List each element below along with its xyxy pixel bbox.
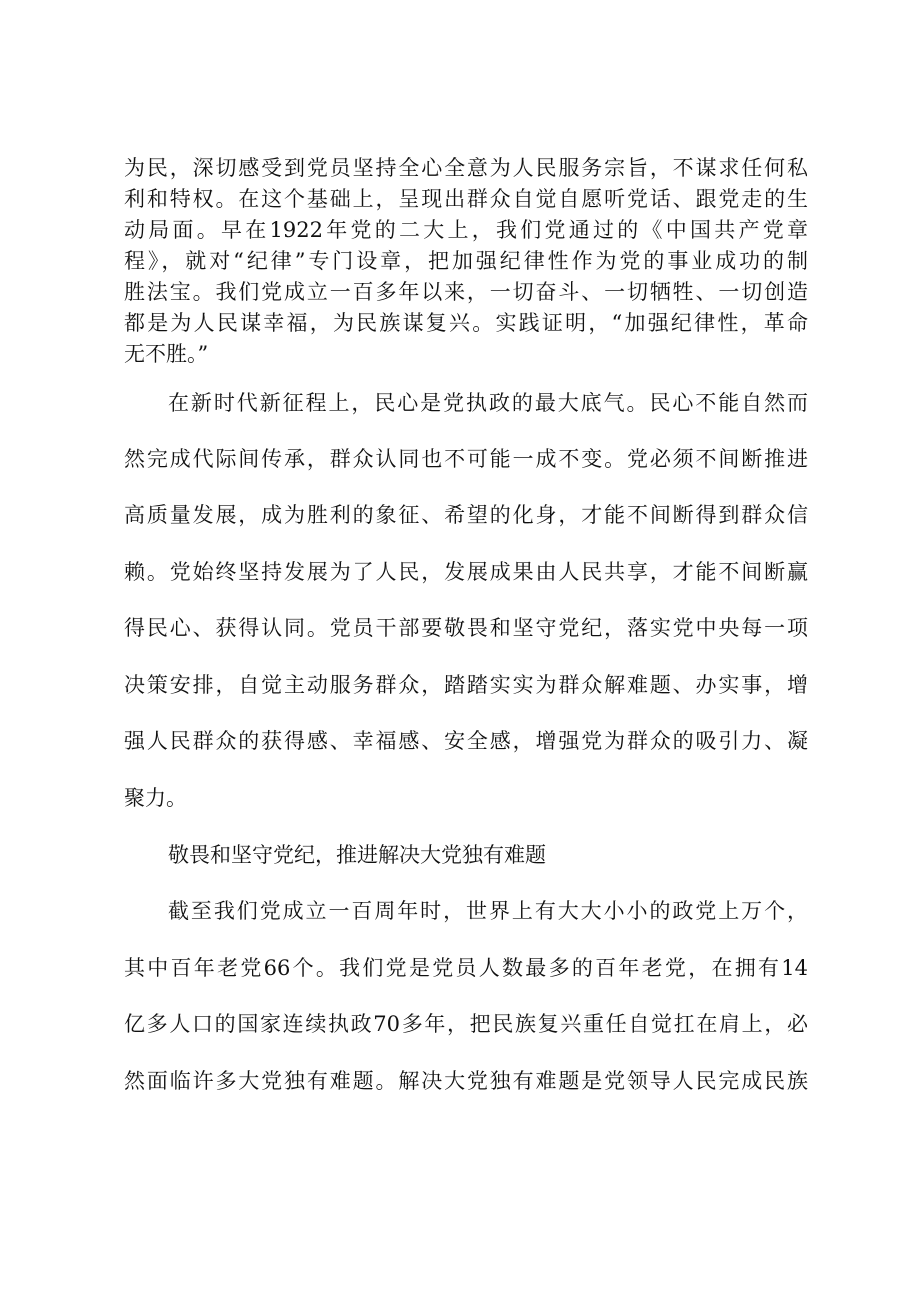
paragraph-2-line-6: 决策安排，自觉主动服务群众，踏踏实实为群众解难题、办实事，增 xyxy=(124,673,808,697)
paragraph-2-line-3: 高质量发展，成为胜利的象征、希望的化身，才能不间断得到群众信 xyxy=(124,503,808,527)
paragraph-2-line-8: 聚力。 xyxy=(124,786,187,810)
section-heading: 敬畏和坚守党纪，推进解决大党独有难题 xyxy=(168,843,546,867)
paragraph-1-line-2: 利和特权。在这个基础上，呈现出群众自觉自愿听党话、跟党走的生 xyxy=(124,187,808,211)
paragraph-2-line-2: 然完成代际间传承，群众认同也不可能一成不变。党必须不间断推进 xyxy=(124,447,808,471)
paragraph-2-line-1: 在新时代新征程上，民心是党执政的最大底气。民心不能自然而 xyxy=(168,391,808,415)
document-page xyxy=(124,0,814,1301)
paragraph-3-line-1: 截至我们党成立一百周年时，世界上有大大小小的政党上万个， xyxy=(168,899,808,923)
paragraph-2-line-5: 得民心、获得认同。党员干部要敬畏和坚守党纪，落实党中央每一项 xyxy=(124,616,808,640)
paragraph-3-line-3: 亿多人口的国家连续执政70多年，把民族复兴重任自觉扛在肩上，必 xyxy=(124,1012,808,1036)
paragraph-3-line-4: 然面临许多大党独有难题。解决大党独有难题是党领导人民完成民族 xyxy=(124,1069,808,1093)
paragraph-1-line-6: 都是为人民谋幸福，为民族谋复兴。实践证明，“加强纪律性，革命 xyxy=(124,311,808,335)
paragraph-1-line-1: 为民，深切感受到党员坚持全心全意为人民服务宗旨，不谋求任何私 xyxy=(124,156,808,180)
paragraph-1-line-4: 程》，就对“纪律”专门设章，把加强纪律性作为党的事业成功的制 xyxy=(124,249,808,273)
paragraph-1-line-7: 无不胜。” xyxy=(124,342,209,366)
paragraph-2-line-7: 强人民群众的获得感、幸福感、安全感，增强党为群众的吸引力、凝 xyxy=(124,729,808,753)
paragraph-1-line-5: 胜法宝。我们党成立一百多年以来，一切奋斗、一切牺牲、一切创造 xyxy=(124,280,808,304)
paragraph-2-line-4: 赖。党始终坚持发展为了人民，发展成果由人民共享，才能不间断赢 xyxy=(124,560,808,584)
paragraph-3-line-2: 其中百年老党66个。我们党是党员人数最多的百年老党，在拥有14 xyxy=(124,956,808,980)
paragraph-1-line-3: 动局面。早在1922年党的二大上，我们党通过的《中国共产党章 xyxy=(124,218,808,242)
